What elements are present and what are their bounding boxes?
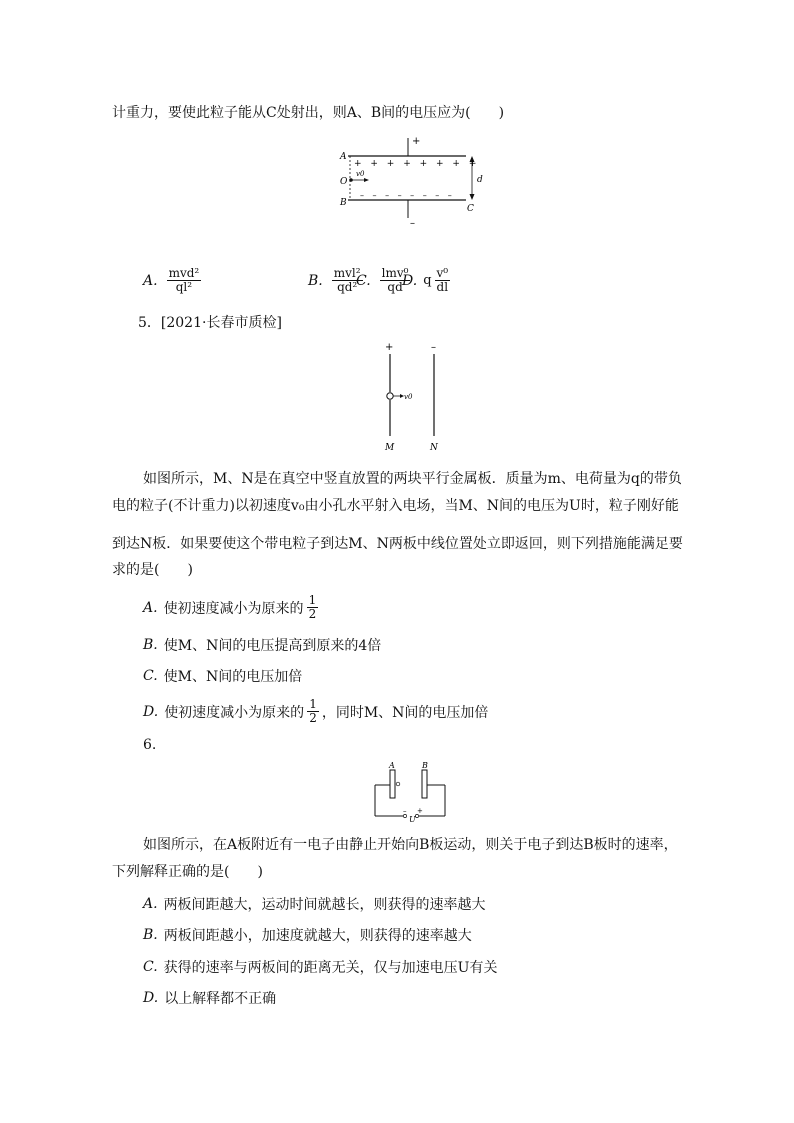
q5-stem-line-3: 到达N板．如果要使这个带电粒子到达M、N两板中线位置处立即返回，则下列措施能满足要 [112, 536, 683, 552]
q6-stem-line-1: 如图所示，在A板附近有一电子由静止开始向B板运动，则关于电子到达B板时的速率， [143, 837, 678, 853]
q6-option-c[interactable]: C. 获得的速率与两板间的距离无关，仅与加速电压U有关 [143, 959, 498, 976]
q5-minus-label: – [431, 342, 436, 353]
q6-label-u: U [409, 815, 416, 824]
q6-circuit-figure [365, 760, 455, 828]
q5-stem-line-2: 电的粒子(不计重力)以初速度v₀由小孔水平射入电场，当M、N间的电压为U时，粒子刚好能 [112, 498, 679, 514]
q4-label-d: d [477, 175, 483, 185]
q4-parallel-plate-figure [330, 132, 490, 228]
q6-label-b: B [422, 761, 428, 770]
q4-top-charges: + + + + + + + + [354, 159, 480, 169]
q5-header: 5．[2021·长春市质检] [138, 315, 282, 331]
q4-label-c: C [467, 204, 474, 214]
q5-label-n: N [430, 443, 438, 453]
q4-label-v0: v0 [356, 170, 365, 178]
q5-option-b[interactable]: B. 使M、N间的电压提高到原来的4倍 [143, 637, 382, 654]
q4-label-o: O [340, 177, 348, 187]
q4-option-a[interactable]: A. $\frac{\text{mvd²}}{\text{ql²}}$ [143, 266, 200, 294]
q4-bottom-charges: – – – – – – – – [360, 191, 455, 200]
q4-option-d[interactable]: D. q $\frac{\text{v⁰}}{dl}$ [402, 266, 449, 294]
q5-vertical-plates-figure [378, 340, 448, 455]
q5-stem-line-4: 求的是( ) [112, 562, 193, 578]
q6-option-a[interactable]: A. 两板间距越大，运动时间就越长，则获得的速率越大 [143, 896, 486, 913]
q4-label-a: A [340, 152, 347, 162]
q5-label-v0: v0 [404, 393, 413, 401]
q5-option-a-fraction: $\frac{1}{2}$ [308, 593, 317, 621]
q5-option-d-fraction: $\frac{1}{2}$ [309, 697, 317, 725]
q6-minus-label: – [403, 807, 407, 815]
q5-label-m: M [385, 443, 395, 453]
q5-option-c[interactable]: C. 使M、N间的电压加倍 [143, 668, 303, 685]
q5-option-a[interactable]: A. 使初速度减小为原来的 $\frac{1}{2}$ [143, 593, 317, 621]
q6-option-d[interactable]: D. 以上解释都不正确 [143, 990, 277, 1007]
q4-option-a-fraction: $\frac{\text{mvd²}}{\text{ql²}}$ [168, 266, 200, 294]
q5-plus-label: + [385, 342, 394, 353]
q4-stem: 计重力，要使此粒子能从C处射出，则A、B间的电压应为( ) [112, 105, 505, 121]
q4-option-d-fraction: $\frac{\text{v⁰}}{dl}$ [436, 266, 449, 294]
q6-plus-label: + [417, 807, 423, 815]
q4-plus-label: + [412, 136, 421, 147]
q6-option-b[interactable]: B. 两板间距越小，加速度就越大，则获得的速率越大 [143, 927, 472, 944]
q5-option-d[interactable]: D. 使初速度减小为原来的 $\frac{1}{2}$ ，同时M、N间的电压加倍 [143, 697, 489, 725]
q4-option-c-fraction: $\frac{\text{lmv⁰}}{qd}$ [381, 266, 409, 294]
q6-label-a: A [389, 761, 395, 770]
q6-stem-line-2: 下列解释正确的是( ) [112, 864, 263, 880]
q4-minus-label: – [410, 218, 415, 228]
q4-option-b[interactable]: B. $\frac{\text{mvl²}}{\text{qd²}}$ [308, 266, 361, 294]
q4-option-c[interactable]: C. $\frac{\text{lmv⁰}}{qd}$ [356, 266, 409, 294]
q4-option-b-fraction: $\frac{\text{mvl²}}{\text{qd²}}$ [333, 266, 361, 294]
q6-header: 6. [143, 737, 157, 753]
q5-stem-line-1: 如图所示，M、N是在真空中竖直放置的两块平行金属板．质量为m、电荷量为q的带负 [143, 471, 682, 487]
q4-label-b: B [340, 198, 347, 208]
